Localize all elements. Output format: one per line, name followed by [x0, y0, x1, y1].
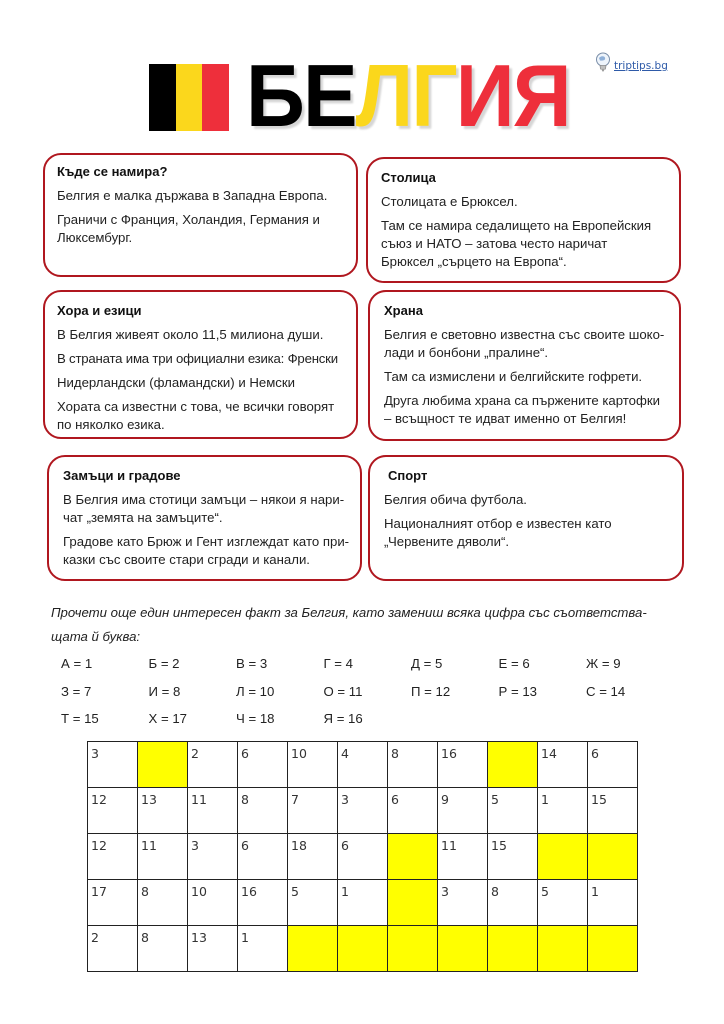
box-text: Хората са известни с това, че всички говорят по няколко езика. — [57, 399, 335, 432]
grid-cell-space — [588, 926, 638, 972]
cell-number: 13 — [191, 930, 207, 945]
grid-cell[interactable] — [488, 834, 538, 880]
box-text: Градове като Брюж и Гент изглеждат като при-казки със своите стари сгради и канали. — [63, 534, 350, 567]
grid-row — [88, 926, 638, 972]
grid-cell[interactable] — [288, 880, 338, 926]
grid-cell[interactable] — [338, 880, 388, 926]
grid-row — [88, 880, 638, 926]
box-title: Къде се намира? — [57, 164, 168, 179]
title-letter: Л — [355, 46, 412, 145]
grid-cell-space — [538, 926, 588, 972]
cell-number: 1 — [591, 884, 599, 899]
cell-number: 17 — [91, 884, 107, 899]
box-text: В страната има три официални езика: Френски — [57, 351, 338, 366]
grid-cell[interactable] — [88, 880, 138, 926]
lightbulb-globe-icon — [595, 52, 611, 79]
cell-number: 15 — [491, 838, 507, 853]
grid-cell[interactable] — [138, 880, 188, 926]
grid-cell-space — [388, 834, 438, 880]
key-item: О = 11 — [323, 683, 363, 699]
puzzle-grid — [87, 741, 638, 972]
cell-number: 8 — [491, 884, 499, 899]
page-title — [246, 46, 570, 145]
cell-number: 5 — [291, 884, 299, 899]
key-item: Д = 5 — [411, 656, 443, 672]
box-text: Белгия е световно известна със своите шоко-лади и бонбони „пралине“. — [384, 327, 665, 360]
grid-cell-space — [538, 834, 588, 880]
cell-number: 8 — [141, 930, 149, 945]
box-text: Националният отбор е известен като „Червените дяволи“. — [384, 516, 612, 549]
grid-row — [88, 834, 638, 880]
info-box-food — [368, 290, 681, 441]
grid-cell[interactable] — [238, 834, 288, 880]
key-item: Е = 6 — [498, 656, 530, 672]
box-title: Хора и езици — [57, 303, 142, 318]
cell-number: 2 — [191, 746, 199, 761]
cell-number: 6 — [241, 746, 249, 761]
cell-number: 11 — [141, 838, 157, 853]
cell-number: 11 — [191, 792, 207, 807]
grid-cell-space — [488, 926, 538, 972]
cell-number: 5 — [491, 792, 499, 807]
key-item: Б = 2 — [148, 656, 180, 672]
box-text: Граничи с Франция, Холандия, Германия и Люксембург. — [57, 212, 320, 245]
flag-stripe-black — [149, 64, 176, 131]
info-box-location — [43, 153, 358, 277]
box-text: В Белгия има стотици замъци – някои я нари-чат „земята на замъците“. — [63, 492, 345, 525]
grid-cell[interactable] — [138, 788, 188, 834]
grid-cell[interactable] — [388, 742, 438, 788]
title-letter: Б — [246, 46, 303, 145]
cell-number: 3 — [441, 884, 449, 899]
box-text: Белгия е малка държава в Западна Европа. — [57, 188, 328, 203]
grid-cell[interactable] — [488, 788, 538, 834]
grid-cell[interactable] — [338, 834, 388, 880]
title-letter: Я — [512, 46, 570, 145]
grid-cell[interactable] — [188, 834, 238, 880]
key-item: Ж = 9 — [586, 656, 621, 672]
grid-cell-space — [138, 742, 188, 788]
cell-number: 3 — [191, 838, 199, 853]
key-item: П = 12 — [411, 683, 451, 699]
cell-number: 1 — [541, 792, 549, 807]
key-item: Я = 16 — [323, 711, 363, 727]
key-item: И = 8 — [148, 683, 181, 699]
grid-cell[interactable] — [88, 926, 138, 972]
grid-cell[interactable] — [138, 926, 188, 972]
key-row — [61, 650, 691, 678]
grid-cell[interactable] — [288, 742, 338, 788]
grid-cell-space — [438, 926, 488, 972]
key-item: Р = 13 — [498, 683, 537, 699]
grid-cell[interactable] — [538, 788, 588, 834]
grid-cell-space — [338, 926, 388, 972]
box-text: Столицата е Брюксел. — [381, 194, 518, 209]
key-item: Л = 10 — [236, 683, 275, 699]
cell-number: 16 — [241, 884, 257, 899]
key-item: А = 1 — [61, 656, 93, 672]
grid-cell[interactable] — [538, 742, 588, 788]
grid-cell[interactable] — [138, 834, 188, 880]
grid-cell[interactable] — [238, 926, 288, 972]
cell-number: 9 — [441, 792, 449, 807]
cell-number: 4 — [341, 746, 349, 761]
grid-cell[interactable] — [438, 788, 488, 834]
key-item: З = 7 — [61, 683, 92, 699]
box-text: Нидерландски (фламандски) и Немски — [57, 375, 296, 390]
cell-number: 3 — [341, 792, 349, 807]
grid-cell[interactable] — [288, 834, 338, 880]
cell-number: 15 — [591, 792, 607, 807]
cell-number: 14 — [541, 746, 557, 761]
cell-number: 13 — [141, 792, 157, 807]
grid-cell[interactable] — [388, 788, 438, 834]
box-text: Там се намира седалището на Европейския съюз и НАТО – затова често наричат Брюксел „сърцето на Европа“. — [381, 218, 652, 269]
grid-cell[interactable] — [88, 834, 138, 880]
grid-cell[interactable] — [238, 742, 288, 788]
cell-number: 11 — [441, 838, 457, 853]
cell-number: 3 — [91, 746, 99, 761]
grid-row — [88, 742, 638, 788]
grid-cell[interactable] — [88, 742, 138, 788]
key-item: В = 3 — [236, 656, 268, 672]
info-box-people — [43, 290, 358, 439]
cell-number: 1 — [241, 930, 249, 945]
box-text: Там са измислени и белгийските гофрети. — [384, 369, 643, 384]
grid-cell[interactable] — [238, 880, 288, 926]
cell-number: 6 — [241, 838, 249, 853]
cell-number: 6 — [341, 838, 349, 853]
grid-cell[interactable] — [88, 788, 138, 834]
grid-cell[interactable] — [338, 788, 388, 834]
cell-number: 7 — [291, 792, 299, 807]
cell-number: 6 — [391, 792, 399, 807]
key-item: Ч = 18 — [236, 711, 275, 727]
grid-cell[interactable] — [538, 880, 588, 926]
cell-number: 8 — [141, 884, 149, 899]
grid-row — [88, 788, 638, 834]
info-box-capital — [366, 157, 681, 283]
grid-cell[interactable] — [238, 788, 288, 834]
key-row — [61, 678, 691, 706]
grid-cell[interactable] — [188, 788, 238, 834]
title-letter: Е — [302, 46, 356, 145]
grid-cell[interactable] — [438, 742, 488, 788]
puzzle-instruction: Прочети още един интересен факт за Белгия, като замениш всяка цифра със съответства-щата й буква: — [51, 605, 647, 644]
grid-cell[interactable] — [488, 880, 538, 926]
grid-cell[interactable] — [588, 880, 638, 926]
box-text: Друга любима храна са пържените картофки – всъщност те идват именно от Белгия! — [384, 393, 660, 426]
letter-number-key — [61, 650, 691, 733]
grid-cell[interactable] — [588, 788, 638, 834]
grid-cell-space — [488, 742, 538, 788]
title-letter: Г — [411, 46, 456, 145]
grid-cell-space — [388, 880, 438, 926]
title-letter: И — [455, 46, 513, 145]
box-title: Замъци и градове — [63, 468, 181, 483]
cell-number: 6 — [591, 746, 599, 761]
cell-number: 18 — [291, 838, 307, 853]
key-row — [61, 705, 691, 733]
cell-number: 10 — [191, 884, 207, 899]
grid-cell[interactable] — [438, 834, 488, 880]
logo-link[interactable]: triptips.bg — [614, 59, 668, 72]
flag-stripe-yellow — [176, 64, 203, 131]
cell-number: 8 — [241, 792, 249, 807]
box-title: Спорт — [388, 468, 428, 483]
info-box-castles — [47, 455, 362, 581]
grid-cell-space — [288, 926, 338, 972]
key-item: С = 14 — [586, 683, 626, 699]
grid-cell-space — [588, 834, 638, 880]
box-title: Храна — [384, 303, 423, 318]
cell-number: 12 — [91, 792, 107, 807]
box-text: В Белгия живеят около 11,5 милиона души. — [57, 327, 324, 342]
grid-cell[interactable] — [588, 742, 638, 788]
cell-number: 16 — [441, 746, 457, 761]
grid-cell[interactable] — [188, 926, 238, 972]
key-item: Г = 4 — [323, 656, 354, 672]
grid-cell[interactable] — [438, 880, 488, 926]
grid-cell[interactable] — [338, 742, 388, 788]
box-text: Белгия обича футбола. — [384, 492, 527, 507]
grid-cell[interactable] — [188, 880, 238, 926]
cell-number: 2 — [91, 930, 99, 945]
key-item: Х = 17 — [148, 711, 187, 727]
grid-cell-space — [388, 926, 438, 972]
cell-number: 8 — [391, 746, 399, 761]
site-logo[interactable] — [595, 52, 668, 79]
cell-number: 5 — [541, 884, 549, 899]
cell-number: 1 — [341, 884, 349, 899]
box-title: Столица — [381, 170, 436, 185]
info-box-sport — [368, 455, 684, 581]
cell-number: 10 — [291, 746, 307, 761]
key-item: Т = 15 — [61, 711, 99, 727]
grid-cell[interactable] — [188, 742, 238, 788]
flag-stripe-red — [202, 64, 229, 131]
belgian-flag — [149, 64, 229, 131]
cell-number: 12 — [91, 838, 107, 853]
grid-cell[interactable] — [288, 788, 338, 834]
